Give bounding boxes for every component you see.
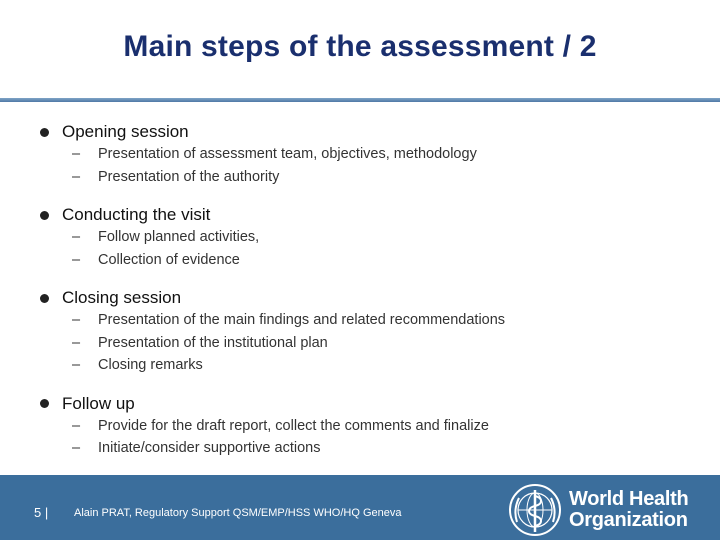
bullet-item bbox=[40, 393, 700, 415]
bullet-dot-icon bbox=[40, 399, 49, 408]
bullet-dot-icon bbox=[40, 294, 49, 303]
dash-icon: – bbox=[72, 146, 81, 163]
dash-icon: – bbox=[72, 334, 81, 351]
section-opening-session bbox=[40, 121, 700, 188]
page-number: 5 | bbox=[34, 505, 49, 520]
sub-item bbox=[72, 437, 700, 460]
title-divider bbox=[0, 98, 720, 102]
sub-item-text: Presentation of assessment team, objectives, methodology bbox=[98, 146, 477, 163]
logo-line-1: World Health bbox=[569, 488, 689, 510]
dash-icon: – bbox=[72, 417, 81, 434]
sub-item-text: Initiate/consider supportive actions bbox=[98, 440, 321, 457]
section-follow-up bbox=[40, 393, 700, 460]
bullet-label: Opening session bbox=[62, 122, 189, 141]
who-logo bbox=[507, 482, 707, 538]
sub-item bbox=[72, 143, 700, 166]
who-wordmark bbox=[569, 489, 688, 531]
slide-title: Main steps of the assessment / 2 bbox=[123, 30, 597, 63]
dash-icon: – bbox=[72, 357, 81, 374]
dash-icon: – bbox=[72, 168, 81, 185]
bullet-label: Follow up bbox=[62, 393, 135, 413]
sub-item bbox=[72, 166, 700, 189]
bullet-item bbox=[40, 121, 700, 143]
sub-item-text: Collection of evidence bbox=[98, 251, 240, 268]
sub-item bbox=[72, 309, 700, 332]
dash-icon: – bbox=[72, 251, 81, 268]
logo-line-2: Organization bbox=[569, 509, 688, 531]
bullet-dot-icon bbox=[40, 211, 49, 220]
sub-item bbox=[72, 415, 700, 438]
bullet-item bbox=[40, 204, 700, 226]
sub-item bbox=[72, 332, 700, 355]
section-closing-session bbox=[40, 287, 700, 377]
sub-item bbox=[72, 354, 700, 377]
bullet-label: Closing session bbox=[62, 288, 182, 307]
footer-bar bbox=[0, 475, 720, 540]
sub-item-text: Closing remarks bbox=[98, 357, 203, 374]
sub-item-text: Provide for the draft report, collect the comments and finalize bbox=[98, 417, 489, 434]
sub-item-text: Presentation of the main findings and related recommendations bbox=[98, 312, 506, 329]
sub-item-text: Presentation of the institutional plan bbox=[98, 334, 328, 351]
dash-icon: – bbox=[72, 440, 81, 457]
slide-content bbox=[40, 121, 700, 476]
section-conducting-visit bbox=[40, 204, 700, 271]
sub-item-text: Follow planned activities, bbox=[98, 229, 260, 246]
sub-item bbox=[72, 249, 700, 272]
dash-icon: – bbox=[72, 312, 81, 329]
dash-icon: – bbox=[72, 229, 81, 246]
bullet-item bbox=[40, 287, 700, 309]
footer-credit: Alain PRAT, Regulatory Support QSM/EMP/HSS WHO/HQ Geneva bbox=[74, 507, 402, 519]
bullet-label: Conducting the visit bbox=[62, 205, 211, 224]
sub-item-text: Presentation of the authority bbox=[98, 168, 280, 185]
who-emblem-icon bbox=[507, 482, 563, 538]
sub-item bbox=[72, 226, 700, 249]
bullet-dot-icon bbox=[40, 128, 49, 137]
